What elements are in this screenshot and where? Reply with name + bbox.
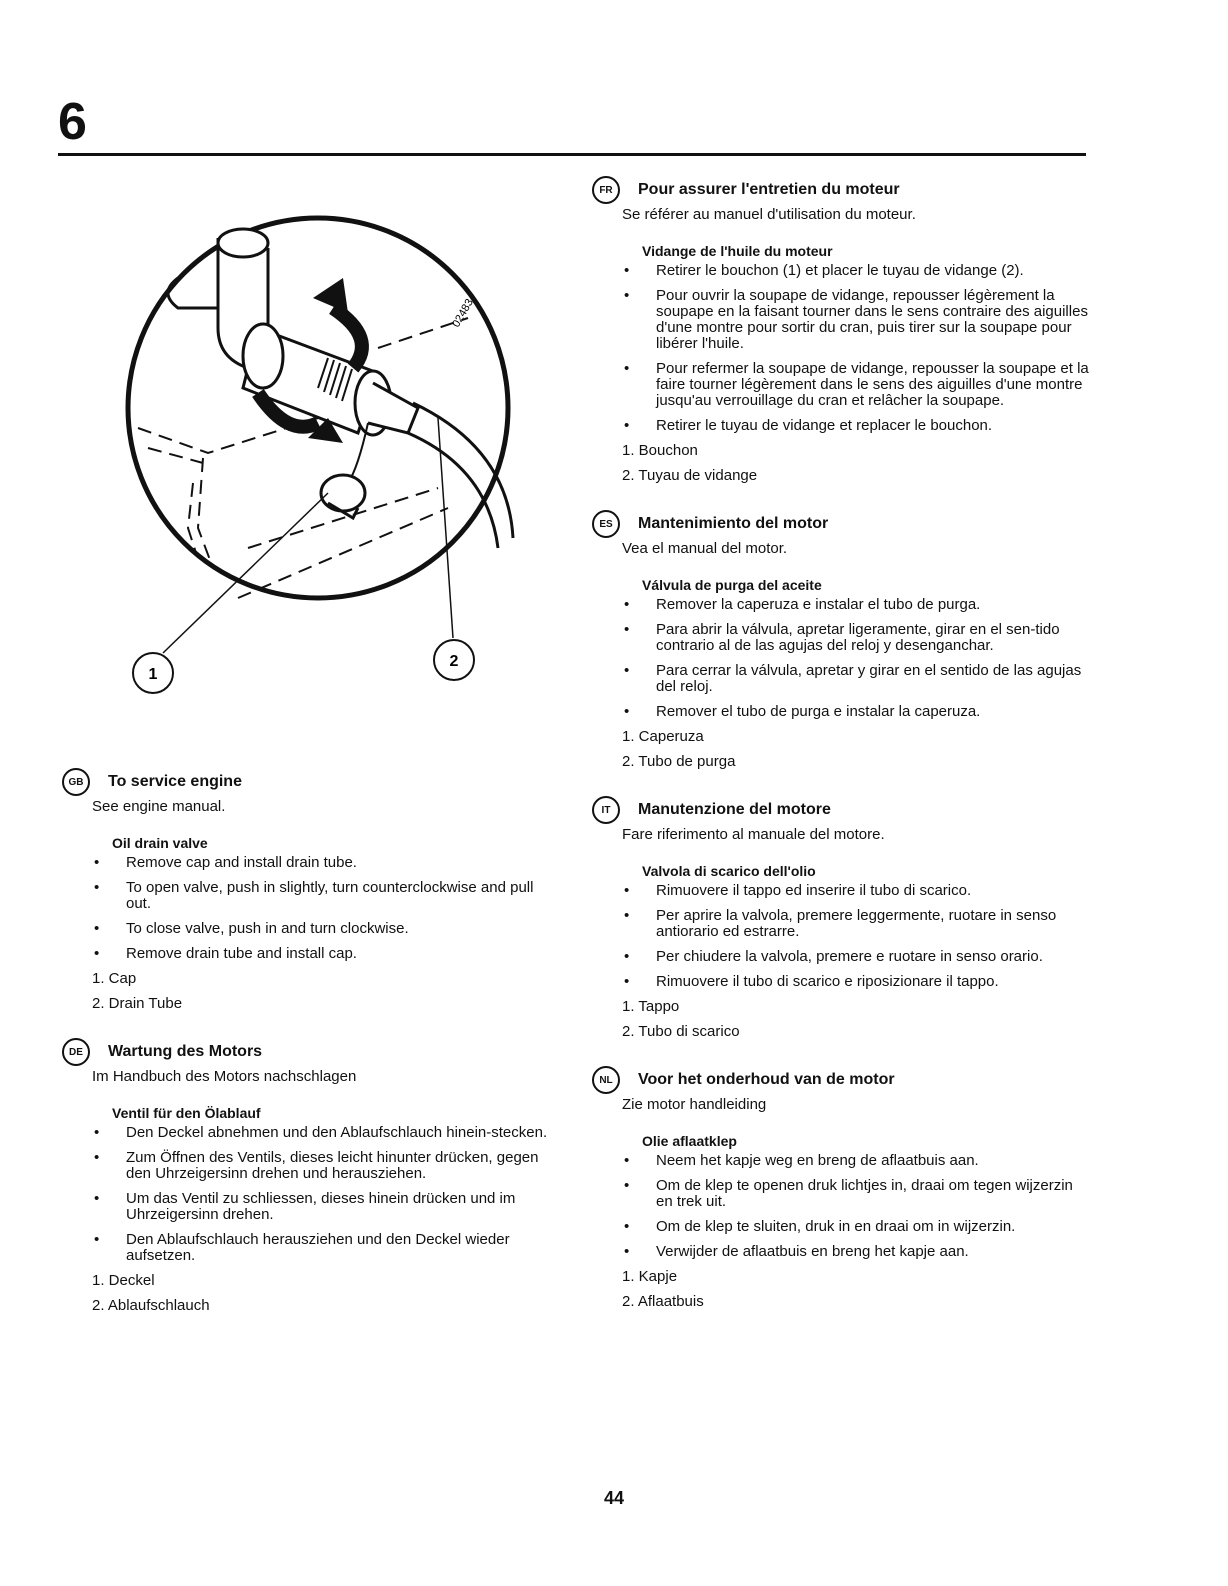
section-intro: Se référer au manuel d'utilisation du moteur. [622, 206, 916, 223]
language-badge-icon: FR [592, 176, 620, 204]
language-badge-icon: GB [62, 768, 90, 796]
subsection-title: Válvula de purga del aceite [642, 577, 822, 593]
list-item: • Rimuovere il tubo di scarico e riposizionare il tappo. [592, 974, 1092, 990]
page-number: 44 [603, 1488, 625, 1508]
section-it [592, 796, 1092, 1040]
list-item: • Para abrir la válvula, apretar ligeramente, girar en el sen-tido contrario al de las agujas del reloj y desenganchar. [592, 622, 1092, 654]
parts-list [592, 1269, 1092, 1310]
section-nl [592, 1066, 1092, 1310]
subsection-title: Ventil für den Ölablauf [112, 1105, 261, 1121]
list-item: • Per chiudere la valvola, premere e ruotare in senso orario. [592, 949, 1092, 965]
list-item: • Retirer le tuyau de vidange et replacer le bouchon. [592, 418, 1092, 434]
list-item: • Om de klep te sluiten, druk in en draai om in wijzerzin. [592, 1219, 1092, 1235]
right-column [592, 176, 1092, 1336]
list-item: • Remover el tubo de purga e instalar la caperuza. [592, 704, 1092, 720]
parts-list [592, 443, 1092, 484]
list-item: • Neem het kapje weg en breng de aflaatbuis aan. [592, 1153, 1092, 1169]
callout-2-label: 2 [449, 653, 459, 670]
parts-list [592, 999, 1092, 1040]
list-item: 2. Tuyau de vidange [622, 467, 758, 484]
list-item: 1. Cap [92, 970, 137, 987]
section-fr [592, 176, 1092, 484]
list-item: • Remove cap and install drain tube. [62, 855, 562, 871]
section-title: To service engine [108, 773, 242, 790]
language-badge-icon: NL [592, 1066, 620, 1094]
section-title: Wartung des Motors [108, 1043, 263, 1060]
list-item: • Remove drain tube and install cap. [62, 946, 562, 962]
list-item: • Pour refermer la soupape de vidange, repousser la soupape et la faire tourner légèrement dans le sens des aiguilles d'une montre jusqu'au verrouillage du cran et relâcher la soupape. [592, 361, 1092, 409]
section-title: Manutenzione del motore [638, 801, 831, 818]
section-header [592, 1066, 1092, 1094]
list-item: • Verwijder de aflaatbuis en breng het kapje aan. [592, 1244, 1092, 1260]
section-title: Mantenimiento del motor [638, 515, 829, 532]
instruction-list [592, 263, 1092, 434]
list-item: 1. Caperuza [622, 728, 704, 745]
instruction-list [592, 883, 1092, 990]
list-item: • Den Deckel abnehmen und den Ablaufschlauch hinein-stecken. [62, 1125, 562, 1141]
section-header [592, 176, 1092, 204]
subsection-title: Valvola di scarico dell'olio [642, 863, 816, 879]
left-column [62, 768, 562, 1340]
parts-list [62, 971, 562, 1012]
subsection-title: Oil drain valve [112, 835, 208, 851]
list-item: 1. Bouchon [622, 442, 698, 459]
list-item: • Zum Öffnen des Ventils, dieses leicht hinunter drücken, gegen den Uhrzeigersinn drehen und herausziehen. [62, 1150, 562, 1182]
section-intro: Zie motor handleiding [622, 1096, 767, 1113]
section-de [62, 1038, 562, 1314]
parts-list [62, 1273, 562, 1314]
list-item: 2. Aflaatbuis [622, 1293, 704, 1310]
section-header [592, 796, 1092, 824]
instruction-list [62, 855, 562, 962]
list-item: • To open valve, push in slightly, turn counterclockwise and pull out. [62, 880, 562, 912]
list-item: 1. Kapje [622, 1268, 678, 1285]
section-title: Voor het onderhoud van de motor [638, 1071, 895, 1088]
list-item: • Den Ablaufschlauch herausziehen und den Deckel wieder aufsetzen. [62, 1232, 562, 1264]
section-header [592, 510, 1092, 538]
section-intro: Fare riferimento al manuale del motore. [622, 826, 885, 843]
section-title: Pour assurer l'entretien du moteur [638, 181, 900, 198]
list-item: • Pour ouvrir la soupape de vidange, repousser légèrement la soupape en la faisant tourner dans le sens contraire des aiguilles d'une montre pour sortir du cran, puis tirer sur la soupape pour libérer l'huile. [592, 288, 1092, 352]
chapter-number: 6 [58, 93, 87, 151]
language-badge-icon: DE [62, 1038, 90, 1066]
instruction-list [592, 1153, 1092, 1260]
list-item: • Per aprire la valvola, premere leggermente, ruotare in senso antiorario ed estrarre. [592, 908, 1092, 940]
section-gb [62, 768, 562, 1012]
list-item: • To close valve, push in and turn clockwise. [62, 921, 562, 937]
figure-code: 02483 [450, 297, 476, 330]
section-header [62, 768, 562, 796]
subsection-title: Olie aflaatklep [642, 1133, 737, 1149]
list-item: 2. Tubo di scarico [622, 1023, 740, 1040]
callout-1-label: 1 [148, 666, 158, 683]
section-intro: See engine manual. [92, 798, 226, 815]
list-item: • Rimuovere il tappo ed inserire il tubo di scarico. [592, 883, 1092, 899]
section-header [62, 1038, 562, 1066]
list-item: 1. Deckel [92, 1272, 155, 1289]
list-item: 2. Ablaufschlauch [92, 1297, 210, 1314]
list-item: 2. Drain Tube [92, 995, 183, 1012]
list-item: • Um das Ventil zu schliessen, dieses hinein drücken und im Uhrzeigersinn drehen. [62, 1191, 562, 1223]
list-item: • Retirer le bouchon (1) et placer le tuyau de vidange (2). [592, 263, 1092, 279]
section-es [592, 510, 1092, 770]
parts-list [592, 729, 1092, 770]
oil-drain-valve-illustration [118, 208, 538, 698]
instruction-list [592, 597, 1092, 720]
list-item: 2. Tubo de purga [622, 753, 736, 770]
section-intro: Im Handbuch des Motors nachschlagen [92, 1068, 357, 1085]
header-rule [58, 153, 1086, 156]
list-item: • Remover la caperuza e instalar el tubo de purga. [592, 597, 1092, 613]
instruction-list [62, 1125, 562, 1264]
language-badge-icon: IT [592, 796, 620, 824]
list-item: • Om de klep te openen druk lichtjes in, draai om tegen wijzerzin en trek uit. [592, 1178, 1092, 1210]
language-badge-icon: ES [592, 510, 620, 538]
subsection-title: Vidange de l'huile du moteur [642, 243, 833, 259]
list-item: 1. Tappo [622, 998, 680, 1015]
section-intro: Vea el manual del motor. [622, 540, 788, 557]
list-item: • Para cerrar la válvula, apretar y girar en el sentido de las agujas del reloj. [592, 663, 1092, 695]
